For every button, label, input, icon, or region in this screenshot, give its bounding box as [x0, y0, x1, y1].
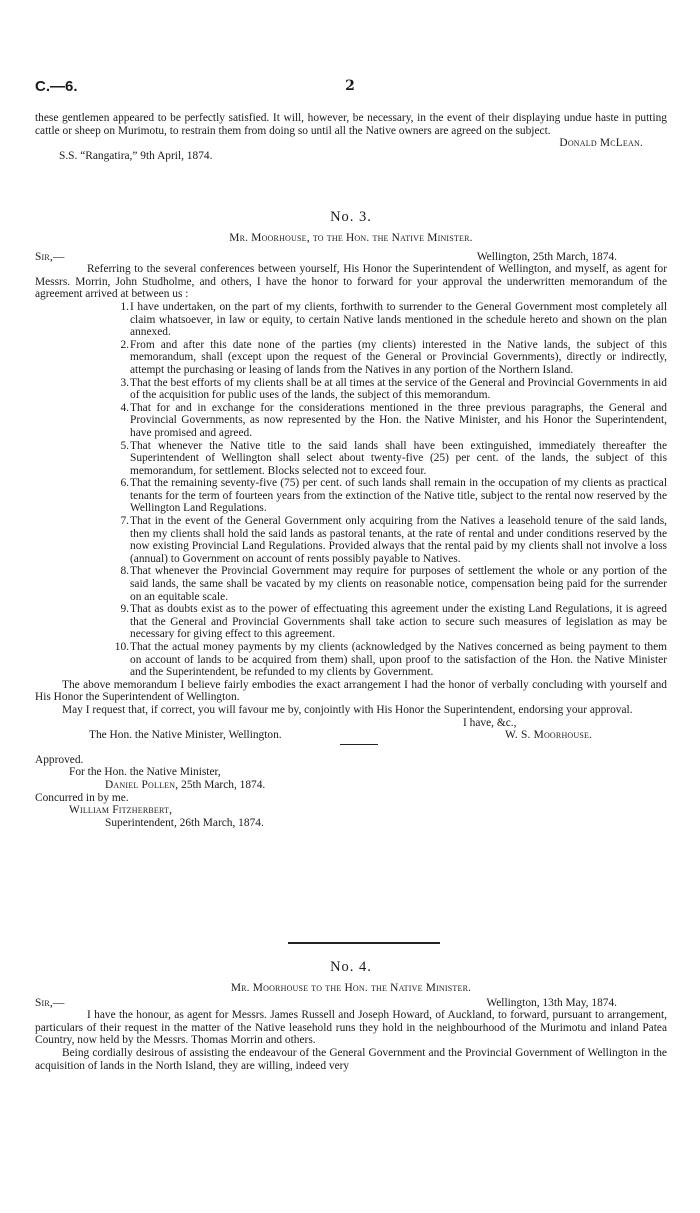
no3-closing-paragraph-1: The above memorandum I believe fairly embodies the exact arrangement I had the honor of verbally concluding with yourself and His Honor the Superintendent of Wellington.: [35, 678, 667, 704]
no4-heading: No. 4.: [330, 959, 372, 975]
no3-salutation: Sir,—: [35, 250, 65, 263]
letter-no-4: [35, 958, 667, 1072]
memo-item: 1. I have undertaken, on the part of my clients, forthwith to surrender to the General Government most completely all claim whatsoever, in law or equity, to certain Native lands mentioned in the schedule hereto and shown on the plan annexed.: [120, 300, 667, 339]
no4-place-date: Wellington, 13th May, 1874.: [486, 996, 617, 1009]
memo-item: 5. That whenever the Native title to the said lands shall have been extinguished, immediately thereafter the Superintendent of Wellington shall select about twenty-five (25) per cent. of the lands, the subject of this memorandum, for settlement. Blocks selected not to exceed four.: [120, 439, 667, 477]
concurred-name: William Fitzherbert,: [69, 804, 173, 817]
concurred-label: Concurred in by me.: [35, 791, 129, 804]
no3-have-etc: I have, &c.,: [463, 716, 517, 729]
no3-addressee-row: [35, 729, 667, 742]
no3-short-rule-row: [35, 742, 667, 752]
intro-paragraph: these gentlemen appeared to be perfectly satisfied. It will, however, be necessary, in the event of their displaying undue haste in putting cattle or sheep on Murimotu, to restrain them from doing so until all the Native owners are agreed on the subject.: [35, 112, 667, 137]
no3-signature: W. S. Moorhouse.: [505, 729, 593, 742]
no3-place-date: Wellington, 25th March, 1874.: [476, 250, 617, 263]
no3-subheading: Mr. Moorhouse, to the Hon. the Native Minister.: [229, 232, 473, 244]
no3-salutation-row: [35, 251, 667, 264]
intro-section: [35, 112, 667, 162]
memo-item: 8. That whenever the Provincial Government may require for purposes of settlement the whole or any portion of the said lands, the same shall be vacated by my clients on reasonable notice, compensation being paid for the surrender on an equitable scale.: [120, 565, 667, 603]
no4-salutation-row: [35, 997, 667, 1010]
memo-item: 10. That the actual money payments by my clients (acknowledged by the Natives concerned as being payment to them on account of lands to be acquired from them) shall, upon proof to the satisfaction of the Hon. the Native Minister and the Superintendent, be refunded to my clients by Government.: [114, 641, 667, 679]
memo-item: 9. That as doubts exist as to the power of effectuating this agreement under the existing Land Regulations, it is agreed that the General and Provincial Governments shall take action to secure such measures of legislation as may be necessary for giving effect to this agreement.: [120, 603, 667, 641]
no3-addressee: The Hon. the Native Minister, Wellington.: [89, 729, 282, 742]
no4-paragraph-1: I have the honour, as agent for Messrs. James Russell and Joseph Howard, of Auckland, to forward, pursuant to arrangement, particulars of their request in the matter of the Native leasehold runs they hold in the neighbourhood of the Murimotu and inland Patea Country, now held by the Messrs. Thomas Morrin and others.: [35, 1009, 667, 1047]
page-number: 2: [345, 78, 355, 94]
approved-by: Daniel Pollen, 25th March, 1874.: [105, 778, 266, 791]
memo-item: 7. That in the event of the General Government only acquiring from the Natives a leasehold tenure of the said lands, then my clients shall hold the said lands as pastoral tenants, at the rate of rental and under conditions reserved by the now existing Provincial Land Regulations. Provided always that the rental paid by my clients shall not involve a loss (annual) to Government on account of rents possibly payable to Natives.: [120, 515, 667, 565]
memo-item: 4. That for and in exchange for the considerations mentioned in the three previous paragraphs, the General and Provincial Governments, as now represented by the Hon. the Native Minister, and his Honor the Superintendent, have promised and agreed.: [120, 401, 667, 439]
no3-heading: No. 3.: [330, 209, 372, 225]
concurred-title: Superintendent, 26th March, 1874.: [105, 816, 264, 829]
intro-place-date: S.S. “Rangatira,” 9th April, 1874.: [59, 149, 213, 162]
page-header: [35, 78, 665, 100]
short-divider: [340, 744, 378, 746]
section-divider: [288, 942, 440, 944]
letter-no-3: [35, 208, 667, 829]
approved-for: For the Hon. the Native Minister,: [69, 766, 221, 779]
memo-item: 6. That the remaining seventy-five (75) per cent. of such lands shall remain in the occupation of my clients as practical tenants for the term of fourteen years from the extinction of the Native title, subject to the rental now reserved by the Wellington Land Regulations.: [120, 477, 667, 515]
no3-closing-paragraph-2: May I request that, if correct, you will favour me by, conjointly with His Honor the Superintendent, endorsing your approval.: [62, 703, 633, 716]
approved-label: Approved.: [35, 753, 84, 766]
memorandum-items: [35, 301, 667, 679]
no4-subheading: Mr. Moorhouse to the Hon. the Native Minister.: [230, 982, 472, 994]
memo-item: 3. That the best efforts of my clients shall be at all times at the service of the General and Provincial Governments in aid of the acquisition for public uses of the lands, the subject of this memorandum.: [120, 376, 667, 402]
parliamentary-paper-code: C.—6.: [35, 78, 78, 95]
no4-paragraph-2: Being cordially desirous of assisting the endeavour of the General Government and the Provincial Government of Wellington in the acquisition of lands in the North Island, they are willing, indeed very: [35, 1046, 667, 1072]
intro-signature: Donald McLean.: [559, 137, 643, 150]
no4-salutation: Sir,—: [35, 996, 65, 1009]
no3-have-etc-row: [35, 717, 667, 730]
no3-opening-paragraph: Referring to the several conferences between yourself, His Honor the Superintendent of Wellington, and myself, as agent for Messrs. Morrin, John Studholme, and others, I have the honor to forward for your approval the underwritten memorandum of the agreement arrived at between us :: [35, 263, 667, 301]
memo-item: 2. From and after this date none of the parties (my clients) interested in the Native lands, the subject of this memorandum, shall (except upon the request of the General or Provincial Governments), directly or indirectly, attempt the purchasing or leasing of lands from the Natives in any portion of the Northern Island.: [120, 338, 667, 376]
